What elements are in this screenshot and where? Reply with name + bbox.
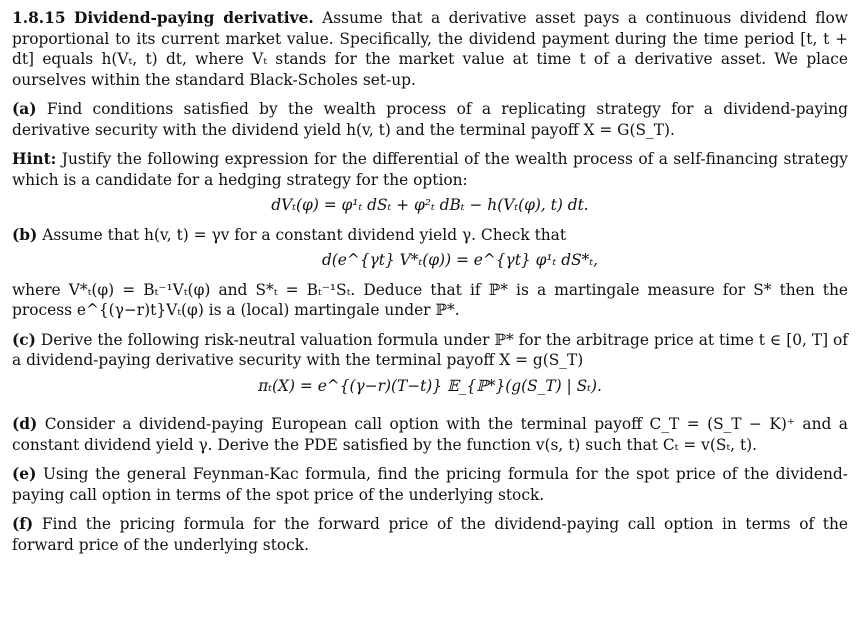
part-a-label: (a)	[12, 100, 37, 118]
part-d-text: Consider a dividend-paying European call option with the terminal payoff C_T = (S_T − K)⁺ and a constant dividend yield γ. Derive the PDE satisfied by the function v(s, t) such that Cₜ = v(Sₜ, t).	[12, 415, 848, 454]
part-e	[12, 464, 848, 505]
part-f	[12, 514, 848, 555]
part-b-label: (b)	[12, 225, 38, 244]
part-b	[12, 225, 848, 246]
part-a-text: Find conditions satisfied by the wealth process of a replicating strategy for a dividend-paying derivative security with the dividend yield h(v, t) and the terminal payoff X = G(S_T).	[12, 100, 848, 139]
exercise-number: 1.8.15	[12, 9, 66, 27]
part-b-text: Assume that h(v, t) = γv for a constant dividend yield γ. Check that	[42, 225, 567, 244]
part-c-equation: πₜ(X) = e^{(γ−r)(T−t)} 𝔼_{ℙ*}(g(S_T) | Sₜ).	[258, 376, 602, 395]
hint-text: Justify the following expression for the differential of the wealth process of a self-financing strategy which is a candidate for a hedging strategy for the option:	[12, 150, 848, 189]
exercise-title: Dividend-paying derivative.	[74, 9, 314, 27]
part-e-label: (e)	[12, 465, 37, 483]
part-c	[12, 330, 848, 371]
part-c-label: (c)	[12, 330, 36, 349]
part-f-text: Find the pricing formula for the forward price of the dividend-paying call option in terms of the forward price of the underlying stock.	[12, 515, 848, 554]
hint-equation: dVₜ(φ) = φ¹ₜ dSₜ + φ²ₜ dBₜ − h(Vₜ(φ), t) dt.	[271, 196, 589, 214]
part-c-text: Derive the following risk-neutral valuation formula under ℙ* for the arbitrage price at time t ∈ [0, T] of a dividend-paying derivative security with the terminal payoff X = g(S_T)	[12, 330, 848, 369]
hint	[12, 149, 848, 190]
part-b-equation: d(e^{γt} V*ₜ(φ)) = e^{γt} φ¹ₜ dS*ₜ,	[321, 251, 599, 269]
part-a	[12, 99, 848, 140]
exercise-intro-text: Assume that a derivative asset pays a continuous dividend flow proportional to its current market value. Specifically, the dividend payment during the time period [t, t + dt] equals h(Vₜ, t) dt, where Vₜ stands for the market value at time t of a derivative asset. We place ourselves within the standard Black-Scholes set-up.	[12, 9, 848, 89]
hint-label: Hint:	[12, 150, 57, 168]
exercise-intro	[12, 8, 848, 90]
part-d-label: (d)	[12, 415, 38, 433]
part-b-continuation: where V*ₜ(φ) = Bₜ⁻¹Vₜ(φ) and S*ₜ = Bₜ⁻¹Sₜ. Deduce that if ℙ* is a martingale measure for S* then the process e^{(γ−r)t}Vₜ(φ) is a (local) martingale under ℙ*.	[12, 280, 848, 319]
exercise-page	[12, 8, 848, 564]
part-d	[12, 414, 848, 455]
part-e-text: Using the general Feynman-Kac formula, find the pricing formula for the spot price of the dividend-paying call option in terms of the spot price of the underlying stock.	[12, 465, 848, 504]
part-f-label: (f)	[12, 515, 34, 533]
